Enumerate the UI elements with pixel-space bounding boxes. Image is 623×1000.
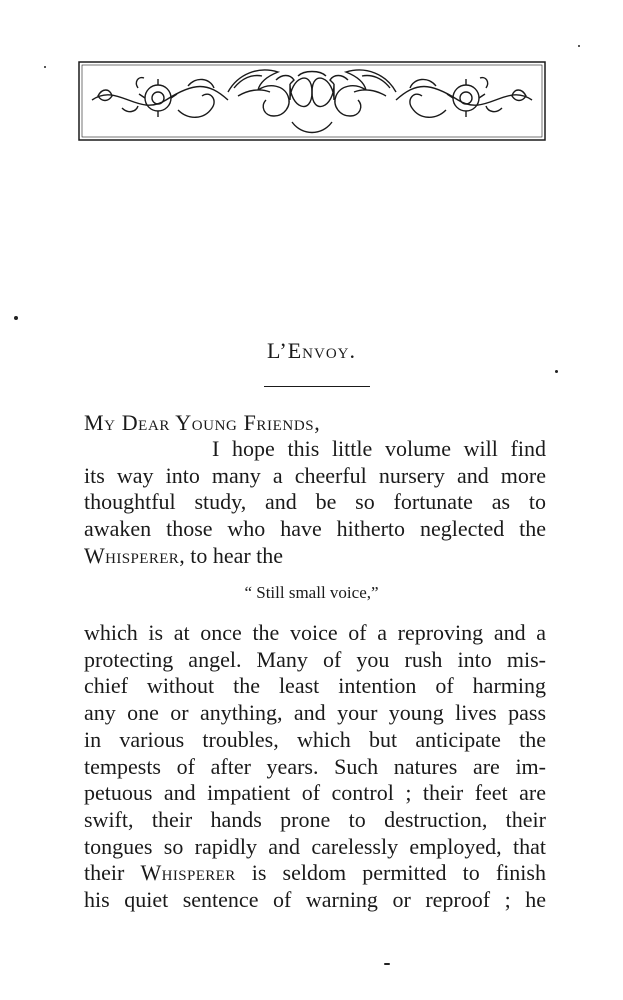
text-line: awaken those who have hitherto neglected the (84, 516, 546, 542)
paragraph-1 (84, 436, 546, 570)
text-line: petuous and impatient of control ; their feet are (84, 780, 546, 806)
text-line: thoughtful study, and be so fortunate as to (84, 489, 546, 515)
whisperer-word: Whisperer (84, 542, 180, 568)
print-speck (384, 963, 390, 965)
print-speck (44, 66, 46, 68)
text-line (84, 860, 546, 887)
text-line: which is at once the voice of a reproving and a (84, 620, 546, 645)
print-speck (578, 45, 580, 47)
ornamental-headpiece-image (78, 52, 546, 150)
text-line: protecting angel. Many of you rush into mis- (84, 646, 546, 672)
title-rule (264, 386, 370, 387)
title-initial: L’E (266, 338, 303, 363)
text-line: his quiet sentence of warning or reproof ; he (84, 887, 546, 913)
text-line: its way into many a cheerful nursery and more (84, 462, 546, 488)
quotation: “ Still small voice,” (244, 583, 379, 602)
paragraph-2 (84, 620, 546, 914)
text-line: tongues so rapidly and carelessly employed, that (84, 833, 546, 859)
text-fragment: is seldom permitted to finish (235, 860, 546, 886)
text-line: in various troubles, which but anticipate the (84, 726, 546, 752)
text-line: any one or anything, and your young lives pass (84, 700, 546, 726)
chapter-title (0, 338, 623, 364)
text-line: I hope this little volume will find (212, 436, 546, 461)
whisperer-word: Whisperer (140, 860, 236, 886)
text-line: chief without the least intention of harming (84, 673, 546, 699)
text-line (84, 543, 546, 570)
text-line: swift, their hands prone to destruction, their (84, 806, 546, 832)
text-fragment: their (84, 860, 141, 886)
title-rest: nvoy. (302, 338, 357, 363)
print-speck (555, 370, 558, 373)
text-line: tempests of after years. Such natures are im- (84, 753, 546, 779)
salutation: My Dear Young Friends, (84, 410, 321, 435)
text-fragment: , to hear the (179, 542, 284, 568)
print-speck (14, 316, 18, 320)
